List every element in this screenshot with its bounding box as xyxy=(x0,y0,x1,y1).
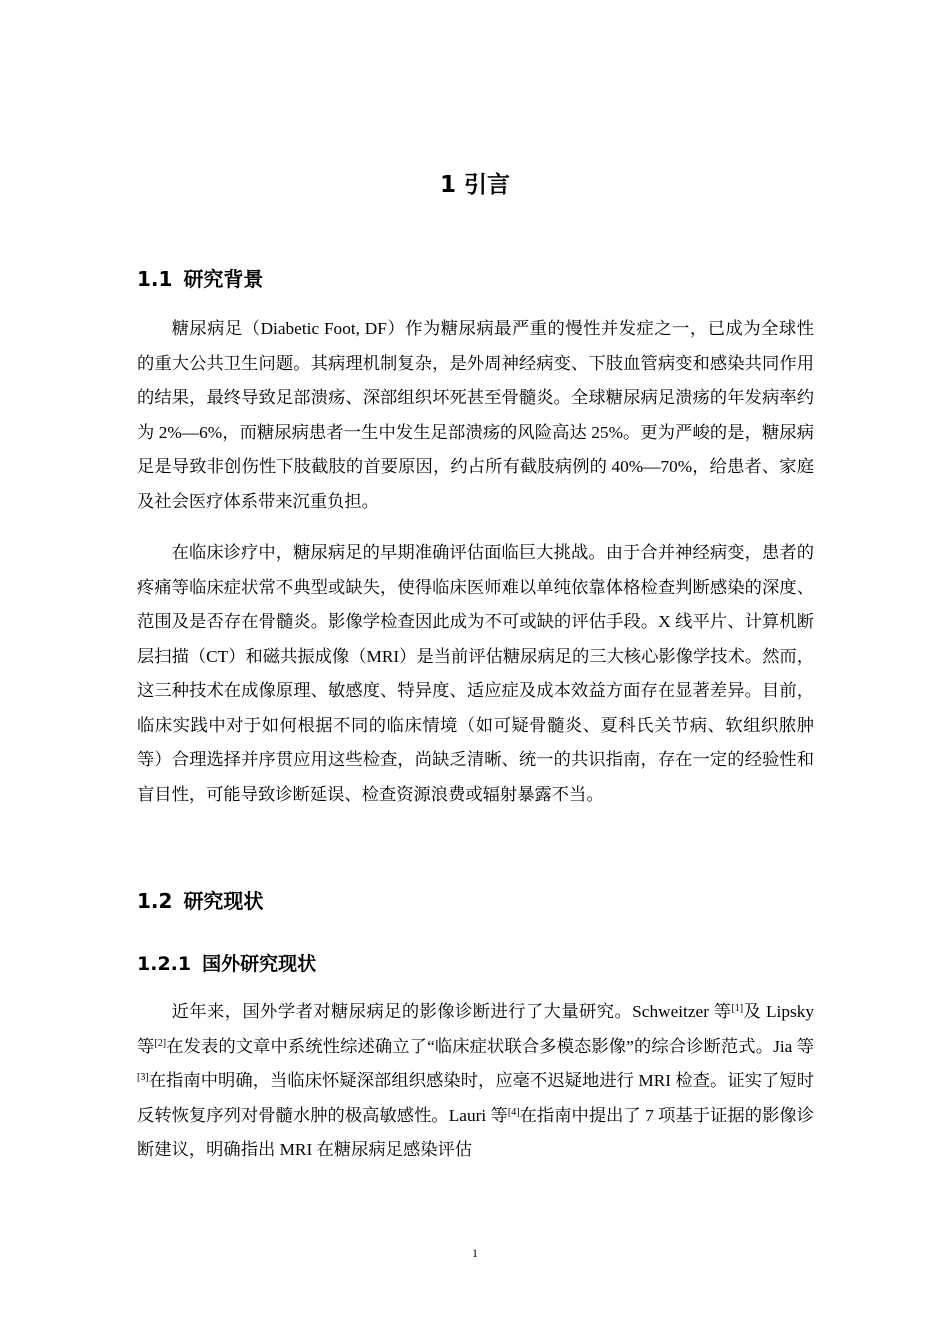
paragraph-background-2: 在临床诊疗中，糖尿病足的早期准确评估面临巨大挑战。由于合并神经病变，患者的疼痛等临床症状常不典型或缺失，使得临床医师难以单纯依靠体格检查判断感染的深度、范围及是否存在骨髓炎。影像学检查因此成为不可或缺的评估手段。X 线平片、计算机断层扫描（CT）和磁共振成像（MRI）是当前评估糖尿病足的三大核心影像学技术。然而，这三种技术在成像原理、敏感度、特异度、适应症及成本效益方面存在显著差异。目前，临床实践中对于如何根据不同的临床情境（如可疑骨髓炎、夏科氏关节病、软组织脓肿等）合理选择并序贯应用这些检查，尚缺乏清晰、统一的共识指南，存在一定的经验性和盲目性，可能导致诊断延误、检查资源浪费或辐射暴露不当。 xyxy=(137,543,814,804)
section-number: 1.2 xyxy=(137,889,173,913)
citation-ref: [3] xyxy=(137,1072,149,1083)
section-heading-1-2 xyxy=(137,886,263,916)
citation-ref: [4] xyxy=(507,1106,520,1118)
para-text: 在发表的文章中系统性综述确立了“临床症状联合多模态影像”的综合诊断范式。Jia 等 xyxy=(166,1036,814,1056)
section-heading-1-2-1 xyxy=(137,949,316,979)
para-text: 近年来，国外学者对糖尿病足的影像诊断进行了大量研究。Schweitzer 等 xyxy=(171,1002,732,1021)
section-title: 研究现状 xyxy=(183,889,264,913)
para-text: 在指南中明确，当临床怀疑深部组织感染时，应毫不迟疑地进行 MRI 检查。证实了短时反转恢复序列对骨髓水肿的极高敏感性。Lauri 等 xyxy=(137,1071,814,1125)
citation-ref: [1] xyxy=(731,1003,744,1014)
para-text: 在指南中提出了 7 项基于证据的影像诊断建议，明确指出 MRI 在糖尿病足感染评估 xyxy=(137,1105,814,1159)
section-title: 国外研究现状 xyxy=(202,953,317,975)
page-number: 1 xyxy=(472,1246,478,1260)
section-heading-1-1 xyxy=(137,264,263,294)
paragraph-background-1: 糖尿病足（Diabetic Foot, DF）作为糖尿病最严重的慢性并发症之一，已成为全球性的重大公共卫生问题。其病理机制复杂，是外周神经病变、下肢血管病变和感染共同作用的结果，最终导致足部溃疡、深部组织坏死甚至骨髓炎。全球糖尿病足溃疡的年发病率约为 2%—6%，而糖尿病患者一生中发生足部溃疡的风险高达 25%。更为严峻的是，糖尿病足是导致非创伤性下肢截肢的首要原因，约占所有截肢病例的 40%—70%，给患者、家庭及社会医疗体系带来沉重负担。 xyxy=(137,319,814,511)
section-number: 1.1 xyxy=(137,267,173,291)
section-number: 1.2.1 xyxy=(137,953,192,975)
chapter-title: 1 引言 xyxy=(439,172,510,198)
para-text: 及 Lipsky 等 xyxy=(137,1002,815,1056)
paragraph-foreign-research xyxy=(137,995,814,1168)
section-title: 研究背景 xyxy=(183,267,264,291)
citation-ref: [2] xyxy=(154,1037,167,1049)
